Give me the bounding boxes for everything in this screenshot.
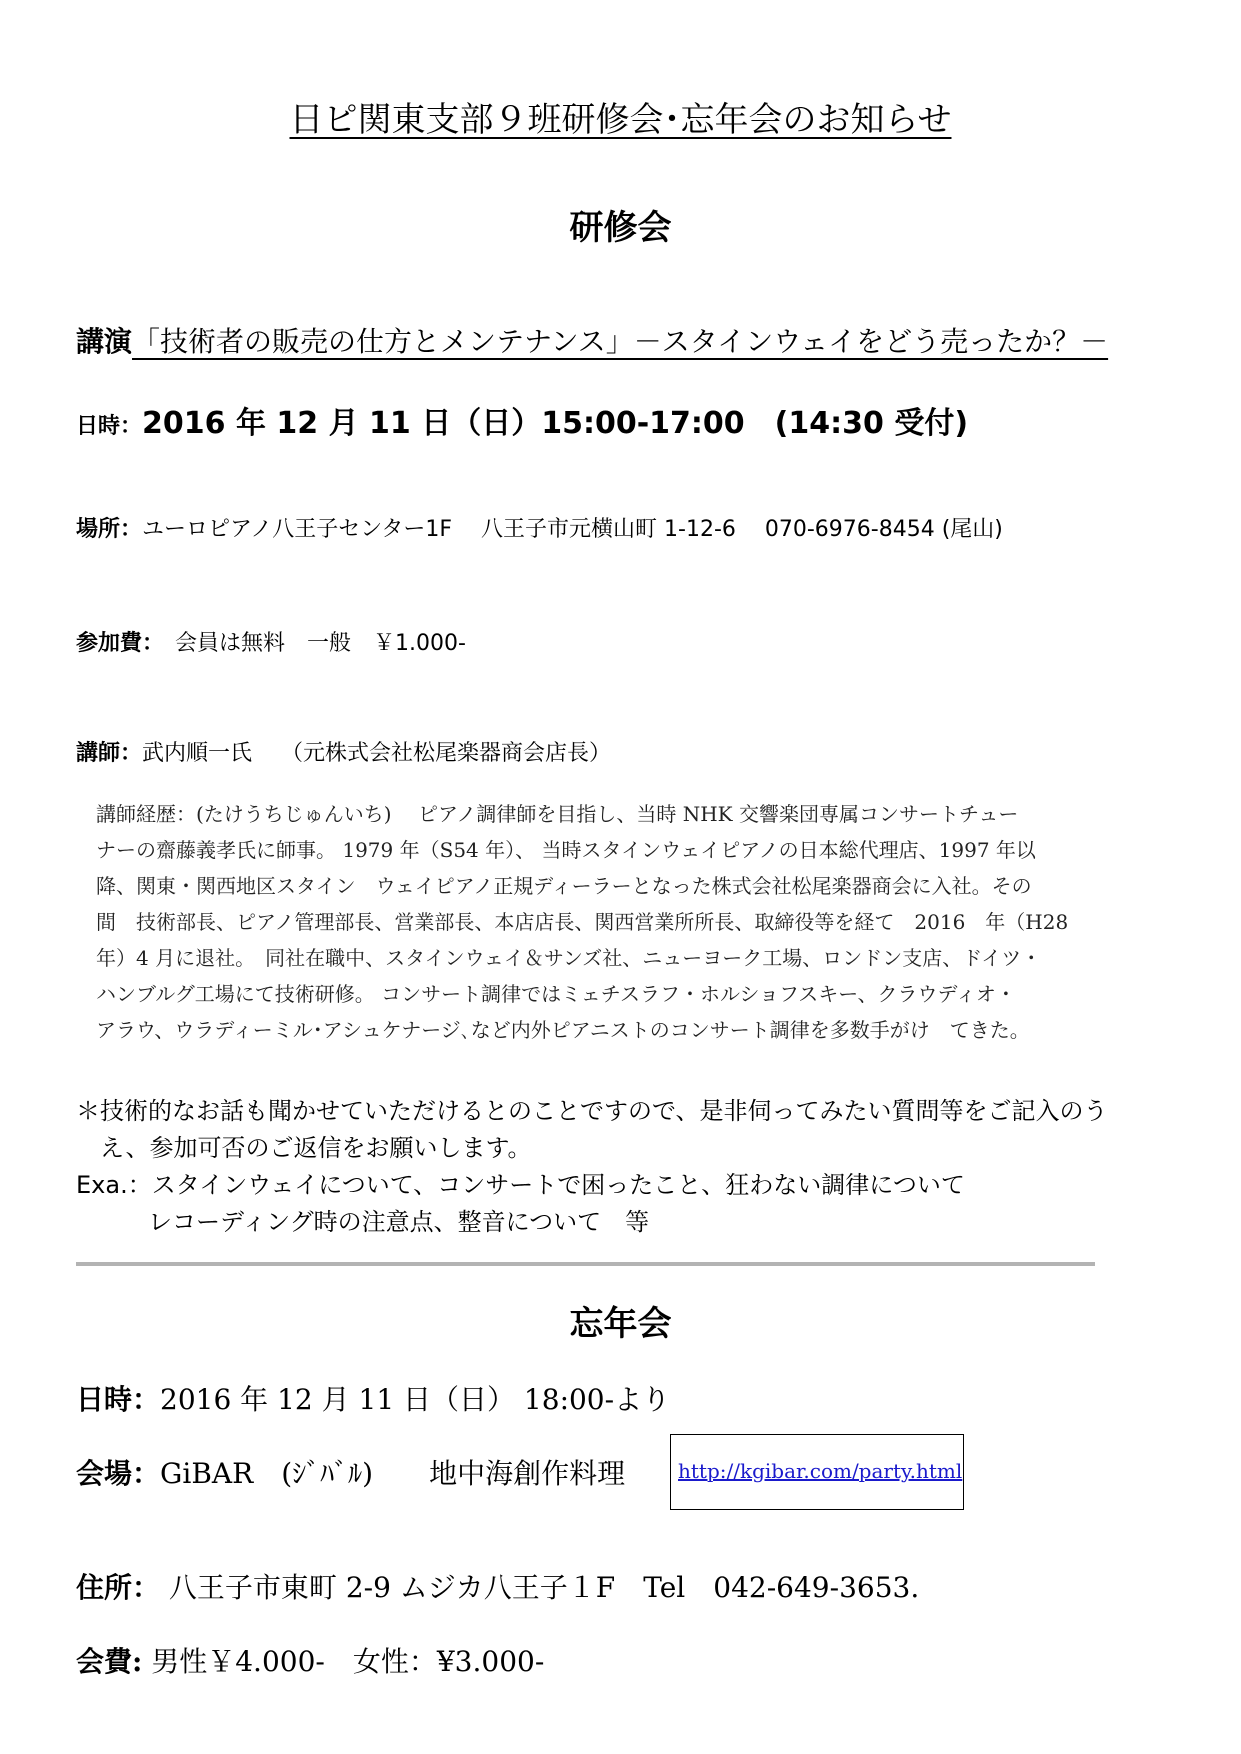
seminar-fee-value: 会員は無料 一般 ￥1.000- [153,631,466,656]
party-fee-label: 会費: [76,1645,143,1678]
biography-line: 降、関東・関西地区スタイン ウェイピアノ正規ディーラーとなった株式会社松尾楽器商会に入社。その [96,874,1032,898]
party-venue-value: GiBAR (ｼﾞﾊﾞﾙ) 地中海創作料理 [160,1457,626,1490]
biography-line: ナーの齋藤義孝氏に師事。 1979 年（S54 年）、 当時スタインウェイピアノの日本総代理店、1997 年以 [96,838,1036,862]
section-divider [76,1262,1095,1266]
party-address [76,1566,919,1606]
party-address-label: 住所： [76,1571,161,1604]
seminar-place [76,512,1003,543]
note-line: Exa.：スタインウェイについて、コンサートで困ったこと、狂わない調律について [76,1171,965,1199]
seminar-teacher-value: 武内順一氏 （元株式会社松尾楽器商会店長） [142,741,612,766]
seminar-place-value: ユーロピアノ八王子センター1F 八王子市元横山町 1-12-6 070-6976-8454 (尾山) [142,517,1003,542]
party-datetime [76,1378,670,1418]
lecture-line [76,320,1108,360]
seminar-heading: 研修会 [569,208,672,248]
party-fee-value: 男性￥4.000- 女性：¥3.000- [142,1645,545,1678]
seminar-place-label: 場所： [76,517,143,542]
venue-link-box [670,1434,964,1510]
venue-link[interactable]: http://kgibar.com/party.html [678,1459,963,1483]
lecture-label: 講演 [76,325,133,358]
biography-line: 年）4 月に退社。 同社在職中、スタインウェイ＆サンズ社、ニューヨーク工場、ロンドン支店、ドイツ・ [96,946,1042,970]
biography-line: 講師経歴：(たけうちじゅんいち) ピアノ調律師を目指し、当時 NHK 交響楽団専属コンサートチュー [96,802,1019,826]
biography-line: アラウ、ウラディーミル･アシュケナージ､など内外ピアニストのコンサート調律を多数手がけ てきた。 [96,1018,1030,1042]
note-line: ＊技術的なお話も聞かせていただけるとのことですので、是非伺ってみたい質問等をご記入のう [76,1097,1108,1125]
lecture-title: 「技術者の販売の仕方とメンテナンス」－スタインウェイをどう売ったか？－ [132,325,1109,358]
party-datetime-label: 日時： [76,1383,161,1416]
seminar-note [76,1093,1108,1241]
seminar-datetime-label: 日時： [76,414,143,439]
note-line: レコーディング時の注意点、整音について 等 [76,1208,650,1236]
seminar-fee-label: 参加費： [76,631,154,656]
teacher-biography [96,796,1176,1048]
party-datetime-value: 2016 年 12 月 11 日（日） 18:00-より [160,1383,671,1416]
party-heading: 忘年会 [569,1304,672,1344]
biography-line: 間 技術部長、ピアノ管理部長、営業部長、本店店長、関西営業所所長、取締役等を経て 2016 年（H28 [96,910,1069,934]
party-fee [76,1640,544,1680]
note-line: え、参加可否のご返信をお願いします。 [76,1134,532,1162]
page-title-text: 日ピ関東支部９班研修会･忘年会のお知らせ [289,100,952,140]
seminar-teacher-label: 講師： [76,741,143,766]
seminar-datetime [76,398,968,442]
seminar-fee [76,626,466,657]
party-venue [76,1452,625,1492]
seminar-datetime-value: 2016 年 12 月 11 日（日）15:00-17:00 (14:30 受付) [142,406,969,441]
party-address-value: 八王子市東町 2-9 ムジカ八王子１F Tel 042-649-3653. [160,1571,920,1604]
page-title [0,92,1241,141]
biography-line: ハンブルグ工場にて技術研修。 コンサート調律ではミェチスラフ・ホルショフスキー、クラウディオ・ [96,982,1016,1006]
party-venue-label: 会場： [76,1457,161,1490]
seminar-teacher [76,736,611,767]
